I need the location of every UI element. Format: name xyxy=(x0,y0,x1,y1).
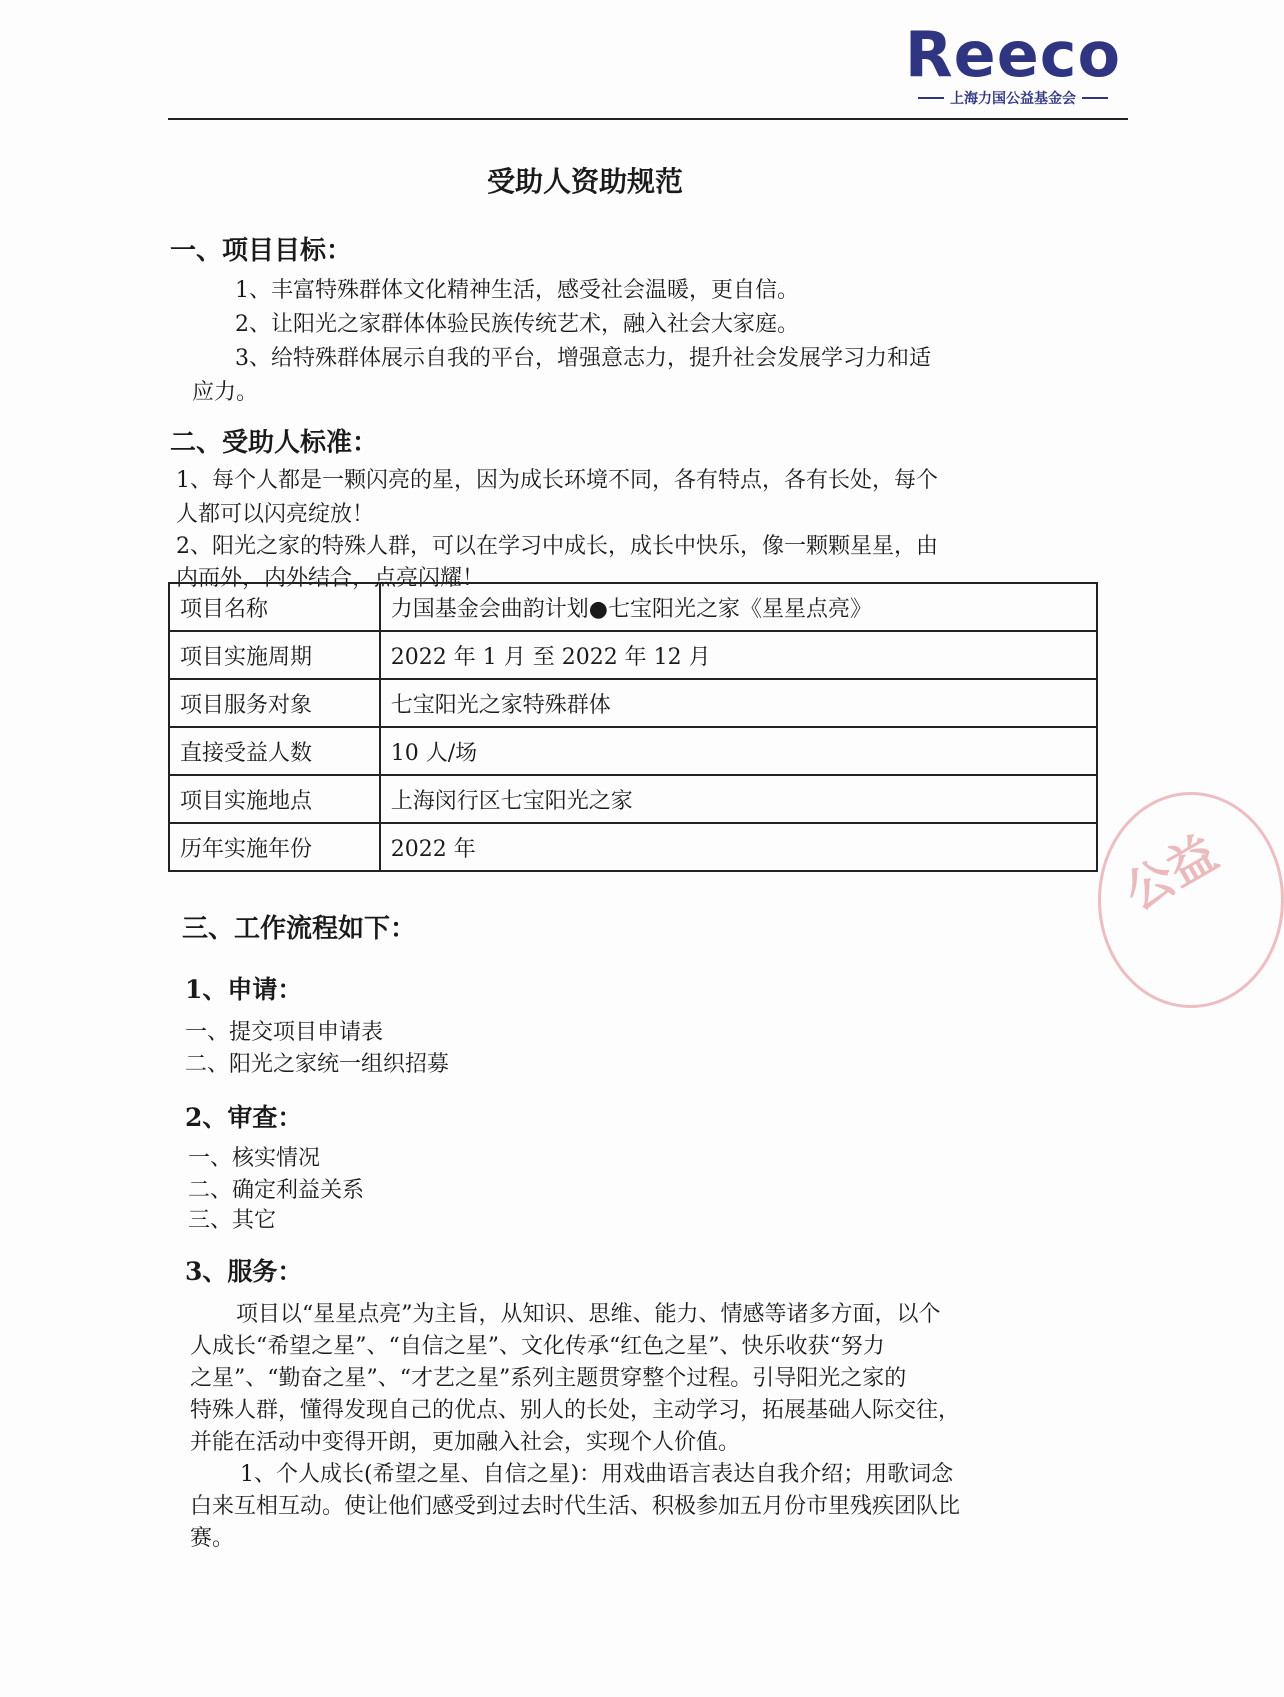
service-line-3: 之星”、“勤奋之星”、“才艺之星”系列主题贯穿整个过程。引导阳光之家的 xyxy=(190,1366,907,1391)
review-item-2: 二、确定利益关系 xyxy=(188,1178,365,1203)
goal-item-3: 3、给特殊群体展示自我的平台，增强意志力，提升社会发展学习力和适 xyxy=(235,346,931,371)
table-row xyxy=(169,775,1097,823)
subheading-service: 3、服务： xyxy=(185,1257,303,1286)
table-label: 历年实施年份 xyxy=(169,823,380,871)
service-line-1: 项目以“星星点亮”为主旨，从知识、思维、能力、情感等诸多方面，以个 xyxy=(236,1302,941,1327)
service-line-6: 1、个人成长(希望之星、自信之星)：用戏曲语言表达自我介绍；用歌词念 xyxy=(240,1462,954,1487)
criteria-line-4: 内而外，内外结合，点亮闪耀！ xyxy=(176,566,485,591)
logo-subtitle: 上海力国公益基金会 xyxy=(950,91,1076,107)
section-heading-workflow: 三、工作流程如下： xyxy=(182,914,417,944)
table-value: 上海闵行区七宝阳光之家 xyxy=(380,775,1097,823)
table-row xyxy=(169,679,1097,727)
stamp-text: 公益 xyxy=(1115,825,1227,922)
logo-wordmark: Reeco xyxy=(904,18,1122,91)
goal-item-1: 1、丰富特殊群体文化精神生活，感受社会温暖，更自信。 xyxy=(235,278,799,303)
foundation-logo xyxy=(898,18,1128,108)
review-item-1: 一、核实情况 xyxy=(188,1146,321,1171)
table-value: 2022 年 xyxy=(380,823,1097,871)
service-line-8: 赛。 xyxy=(190,1526,235,1551)
table-row xyxy=(169,823,1097,871)
criteria-line-2: 人都可以闪亮绽放！ xyxy=(176,502,375,527)
table-row xyxy=(169,631,1097,679)
header-divider xyxy=(168,118,1128,120)
table-value: 2022 年 1 月 至 2022 年 12 月 xyxy=(380,631,1097,679)
logo-line-left xyxy=(918,97,944,99)
table-label: 项目名称 xyxy=(169,583,380,631)
section-heading-goals: 一、项目目标： xyxy=(170,236,353,266)
service-line-5: 并能在活动中变得开朗，更加融入社会，实现个人价值。 xyxy=(190,1430,741,1455)
logo-subtitle-row xyxy=(898,88,1128,108)
logo-line-right xyxy=(1082,97,1108,99)
subheading-review: 2、审查： xyxy=(185,1103,303,1132)
table-label: 直接受益人数 xyxy=(169,727,380,775)
official-seal-stamp xyxy=(1098,792,1284,1008)
apply-item-2: 二、阳光之家统一组织招募 xyxy=(185,1052,450,1077)
goal-item-2: 2、让阳光之家群体体验民族传统艺术，融入社会大家庭。 xyxy=(235,312,799,337)
table-value: 力国基金会曲韵计划●七宝阳光之家《星星点亮》 xyxy=(380,583,1097,631)
document-title: 受助人资助规范 xyxy=(486,165,683,198)
table-row xyxy=(169,583,1097,631)
section-heading-criteria: 二、受助人标准： xyxy=(170,428,379,458)
table-value: 10 人/场 xyxy=(380,727,1097,775)
criteria-line-1: 1、每个人都是一颗闪亮的星，因为成长环境不同，各有特点，各有长处，每个 xyxy=(176,468,938,493)
review-item-3: 三、其它 xyxy=(188,1208,277,1233)
apply-item-1: 一、提交项目申请表 xyxy=(185,1020,384,1045)
project-info-table xyxy=(168,582,1098,872)
service-line-2: 人成长“希望之星”、“自信之星”、文化传承“红色之星”、快乐收获“努力 xyxy=(190,1334,885,1359)
table-label: 项目服务对象 xyxy=(169,679,380,727)
service-line-7: 白来互相互动。使让他们感受到过去时代生活、积极参加五月份市里残疾团队比 xyxy=(190,1494,961,1519)
subheading-apply: 1、申请： xyxy=(185,975,303,1004)
table-label: 项目实施周期 xyxy=(169,631,380,679)
goal-item-3-cont: 应力。 xyxy=(192,380,259,405)
criteria-line-3: 2、阳光之家的特殊人群，可以在学习中成长，成长中快乐，像一颗颗星星，由 xyxy=(176,534,938,559)
service-line-4: 特殊人群，懂得发现自己的优点、别人的长处，主动学习，拓展基础人际交往， xyxy=(190,1398,961,1423)
table-label: 项目实施地点 xyxy=(169,775,380,823)
table-value: 七宝阳光之家特殊群体 xyxy=(380,679,1097,727)
table-row xyxy=(169,727,1097,775)
